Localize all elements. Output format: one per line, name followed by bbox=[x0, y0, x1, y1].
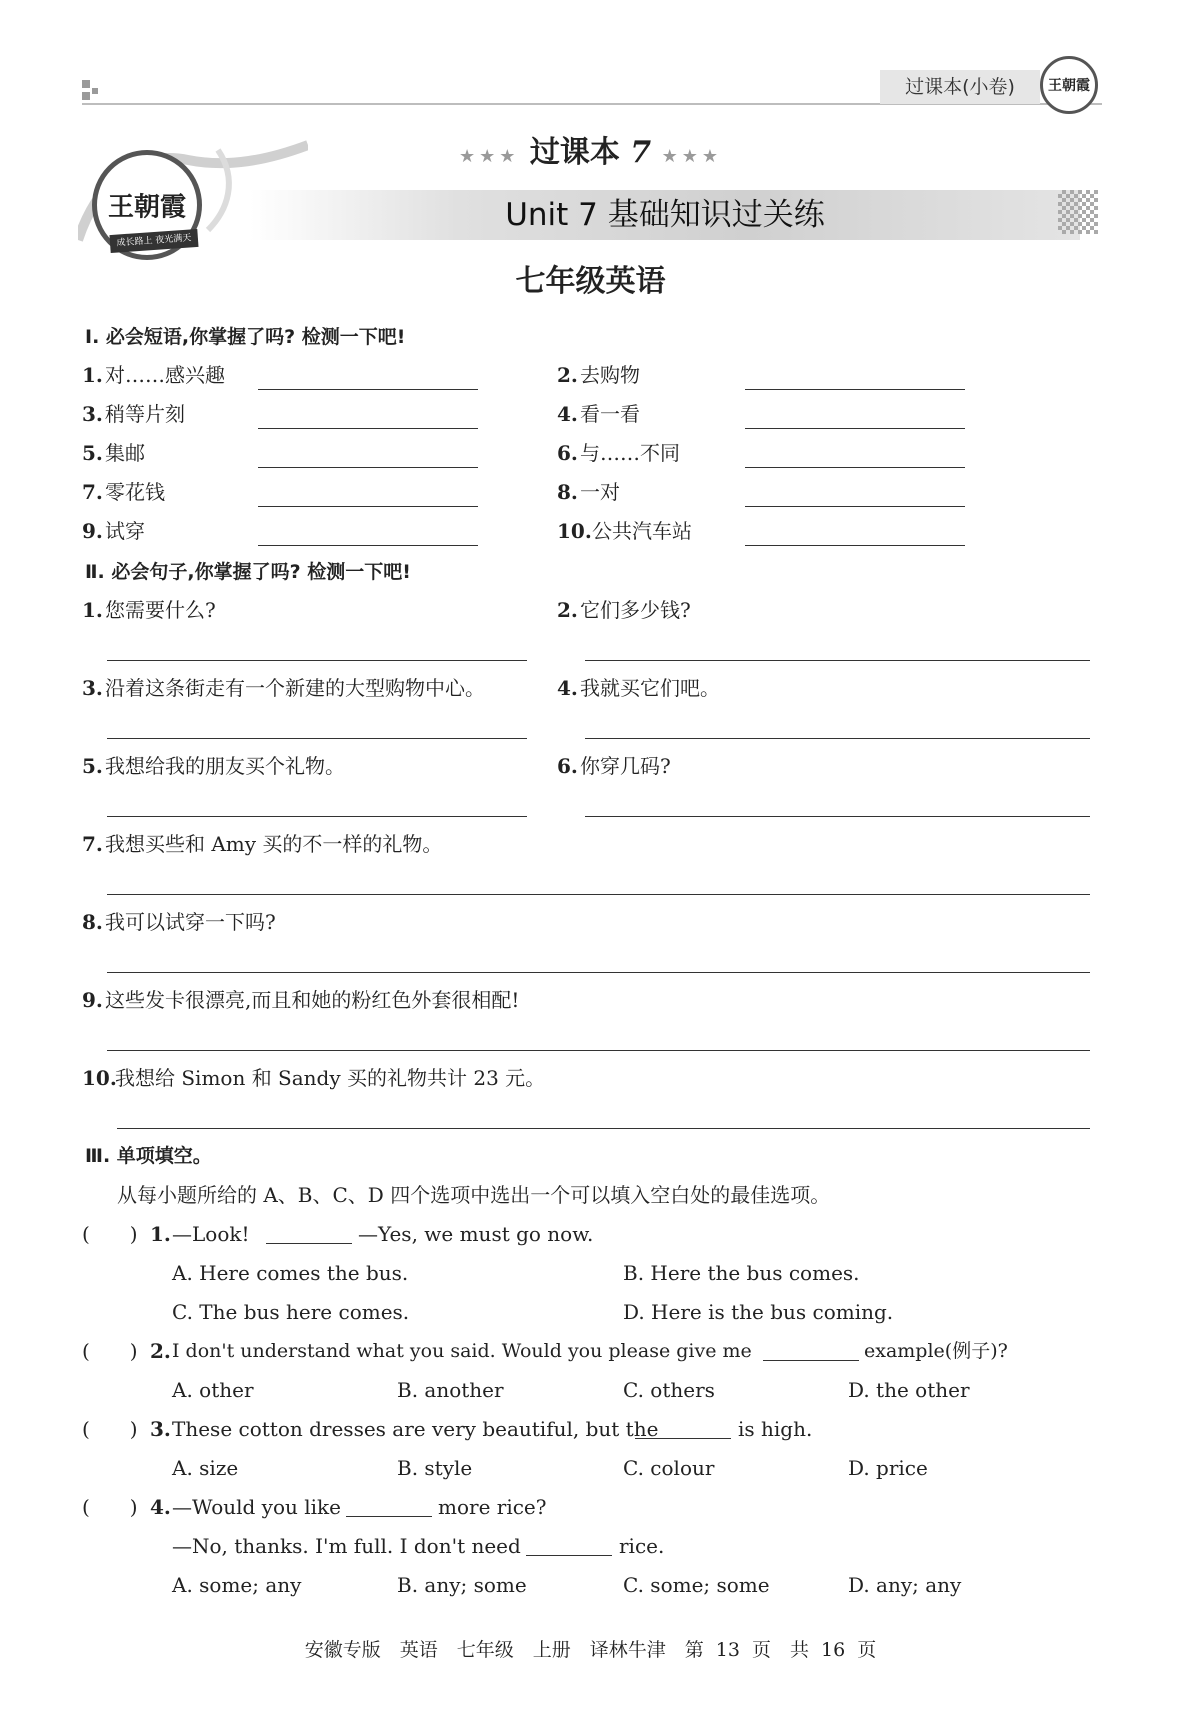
answer-blank[interactable] bbox=[745, 389, 965, 390]
logo-ribbon: 成长路上 夜光满天 bbox=[109, 229, 198, 253]
option-c: C. The bus here comes. bbox=[172, 1300, 410, 1324]
section-heading: Ⅱ. 必会句子,你掌握了吗? 检测一下吧! bbox=[85, 561, 411, 583]
answer-line[interactable] bbox=[585, 660, 1090, 661]
answer-paren[interactable]: ( ) bbox=[82, 1222, 138, 1246]
star-decoration: ★★★ bbox=[661, 146, 723, 167]
answer-blank[interactable] bbox=[745, 545, 965, 546]
seal-text: 王朝霞 bbox=[1048, 78, 1090, 94]
answer-blank[interactable] bbox=[526, 1555, 612, 1556]
answer-line[interactable] bbox=[107, 1050, 1090, 1051]
answer-blank[interactable] bbox=[258, 506, 478, 507]
answer-line[interactable] bbox=[107, 816, 527, 817]
page-footer: 安徽专版 英语 七年级 上册 译林牛津 第 13 页 共 16 页 bbox=[304, 1639, 877, 1661]
unit-title: Unit 7 基础知识过关练 bbox=[505, 197, 825, 233]
answer-blank[interactable] bbox=[346, 1516, 432, 1517]
answer-blank[interactable] bbox=[266, 1243, 352, 1244]
option-a: A. other bbox=[172, 1378, 254, 1402]
answer-line[interactable] bbox=[107, 660, 527, 661]
answer-blank[interactable] bbox=[745, 428, 965, 429]
answer-paren[interactable]: ( ) bbox=[82, 1339, 138, 1363]
option-b: B. another bbox=[397, 1378, 504, 1402]
answer-line[interactable] bbox=[107, 738, 527, 739]
star-decoration: ★★★ bbox=[458, 146, 520, 167]
seal-text: 王朝霞 bbox=[107, 192, 187, 223]
option-d: D. Here is the bus coming. bbox=[623, 1300, 894, 1324]
answer-line[interactable] bbox=[117, 1128, 1090, 1129]
answer-paren[interactable]: ( ) bbox=[82, 1417, 138, 1441]
answer-line[interactable] bbox=[107, 972, 1090, 973]
option-d: D. price bbox=[848, 1456, 928, 1480]
option-c: C. others bbox=[623, 1378, 715, 1402]
answer-line[interactable] bbox=[107, 894, 1090, 895]
answer-paren[interactable]: ( ) bbox=[82, 1495, 138, 1519]
answer-blank[interactable] bbox=[745, 506, 965, 507]
title-text: 过课本 bbox=[529, 135, 620, 170]
option-c: C. some; some bbox=[623, 1573, 770, 1597]
answer-blank[interactable] bbox=[258, 389, 478, 390]
corner-square bbox=[82, 92, 90, 100]
option-a: A. Here comes the bus. bbox=[172, 1261, 409, 1285]
answer-line[interactable] bbox=[585, 816, 1090, 817]
section-heading: Ⅲ. 单项填空。 bbox=[85, 1145, 212, 1167]
option-a: A. some; any bbox=[172, 1573, 302, 1597]
option-a: A. size bbox=[172, 1456, 239, 1480]
brand-seal-small bbox=[1040, 56, 1098, 114]
subtitle: 七年级英语 bbox=[515, 264, 666, 299]
book-tag: 过课本(小卷) bbox=[880, 70, 1040, 104]
title-number: 7 bbox=[630, 135, 652, 170]
corner-square bbox=[82, 80, 90, 88]
answer-blank[interactable] bbox=[745, 467, 965, 468]
option-b: B. style bbox=[397, 1456, 473, 1480]
instruction: 从每小题所给的 A、B、C、D 四个选项中选出一个可以填入空白处的最佳选项。 bbox=[117, 1183, 831, 1207]
option-d: D. any; any bbox=[848, 1573, 962, 1597]
answer-blank[interactable] bbox=[258, 428, 478, 429]
corner-square bbox=[92, 88, 98, 94]
option-d: D. the other bbox=[848, 1378, 970, 1402]
option-b: B. any; some bbox=[397, 1573, 527, 1597]
section-heading: Ⅰ. 必会短语,你掌握了吗? 检测一下吧! bbox=[85, 326, 406, 348]
answer-blank[interactable] bbox=[635, 1438, 731, 1439]
option-c: C. colour bbox=[623, 1456, 715, 1480]
answer-line[interactable] bbox=[585, 738, 1090, 739]
page-title bbox=[0, 127, 1181, 171]
option-b: B. Here the bus comes. bbox=[623, 1261, 860, 1285]
answer-blank[interactable] bbox=[763, 1360, 859, 1361]
answer-blank[interactable] bbox=[258, 467, 478, 468]
answer-blank[interactable] bbox=[258, 545, 478, 546]
